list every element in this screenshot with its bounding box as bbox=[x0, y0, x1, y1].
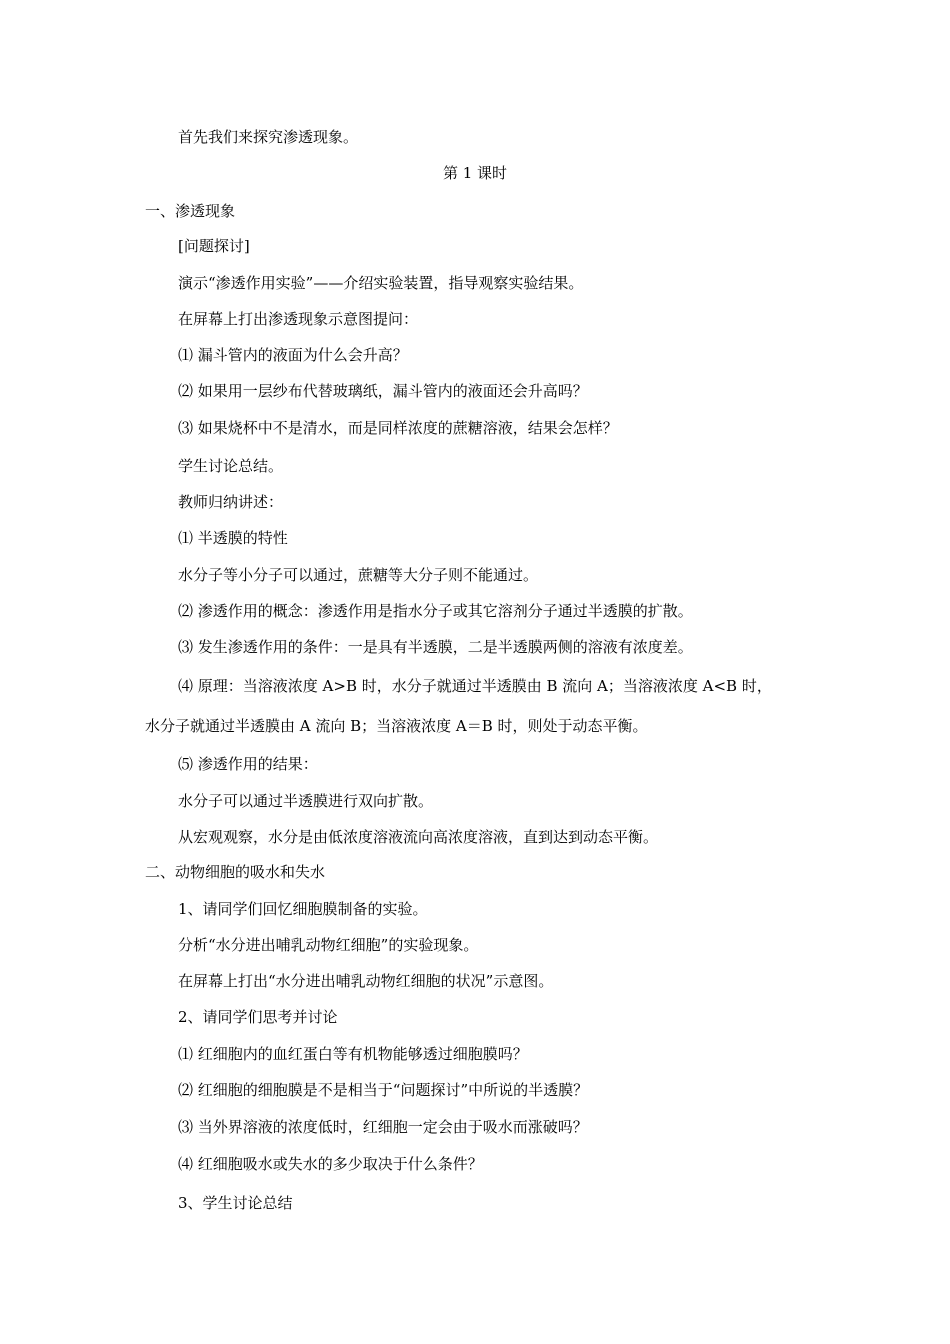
section1-heading: 一、渗透现象 bbox=[145, 202, 236, 220]
point-1-text: 水分子等小分子可以通过，蔗糖等大分子则不能通过。 bbox=[178, 566, 539, 584]
s2-question-4: ⑷ 红细胞吸水或失水的多少取决于什么条件？ bbox=[178, 1155, 483, 1173]
item-3: 3、学生讨论总结 bbox=[178, 1194, 293, 1212]
point-5-title: ⑸ 渗透作用的结果： bbox=[178, 755, 318, 773]
question-2: ⑵ 如果用一层纱布代替玻璃纸，漏斗管内的液面还会升高吗？ bbox=[178, 382, 588, 400]
point-4-line1: ⑷ 原理：当溶液浓度 A>B 时，水分子就通过半透膜由 B 流向 A；当溶液浓度 A<B 时， bbox=[178, 677, 772, 695]
s2-question-2: ⑵ 红细胞的细胞膜是不是相当于“问题探讨”中所说的半透膜？ bbox=[178, 1081, 589, 1099]
point-5-text1: 水分子可以通过半透膜进行双向扩散。 bbox=[178, 792, 434, 810]
item-1: 1、请同学们回忆细胞膜制备的实验。 bbox=[178, 900, 428, 918]
section2-heading: 二、动物细胞的吸水和失水 bbox=[145, 863, 326, 881]
point-1-title: ⑴ 半透膜的特性 bbox=[178, 529, 288, 547]
question-1: ⑴ 漏斗管内的液面为什么会升高？ bbox=[178, 346, 408, 364]
lesson-title: 第 1 课时 bbox=[442, 164, 508, 182]
point-5-text2: 从宏观观察，水分是由低浓度溶液流向高浓度溶液，直到达到动态平衡。 bbox=[178, 828, 659, 846]
intro-text: 首先我们来探究渗透现象。 bbox=[178, 128, 359, 146]
s2-question-1: ⑴ 红细胞内的血红蛋白等有机物能够透过细胞膜吗？ bbox=[178, 1045, 528, 1063]
s2-question-3: ⑶ 当外界溶液的浓度低时，红细胞一定会由于吸水而涨破吗？ bbox=[178, 1118, 588, 1136]
screen-text: 在屏幕上打出“水分进出哺乳动物红细胞的状况”示意图。 bbox=[178, 972, 554, 990]
point-3: ⑶ 发生渗透作用的条件：一是具有半透膜，二是半透膜两侧的溶液有浓度差。 bbox=[178, 638, 693, 656]
point-4-line2: 水分子就通过半透膜由 A 流向 B；当溶液浓度 A＝B 时，则处于动态平衡。 bbox=[145, 717, 648, 735]
analysis-text: 分析“水分进出哺乳动物红细胞”的实验现象。 bbox=[178, 936, 479, 954]
screen-prompt: 在屏幕上打出渗透现象示意图提问： bbox=[178, 310, 419, 328]
point-2: ⑵ 渗透作用的概念：渗透作用是指水分子或其它溶剂分子通过半透膜的扩散。 bbox=[178, 602, 693, 620]
item-2: 2、请同学们思考并讨论 bbox=[178, 1008, 338, 1026]
problem-label: [问题探讨] bbox=[178, 237, 250, 255]
question-3: ⑶ 如果烧杯中不是清水，而是同样浓度的蔗糖溶液，结果会怎样？ bbox=[178, 419, 618, 437]
teacher-text: 教师归纳讲述： bbox=[178, 493, 284, 511]
demo-text: 演示“渗透作用实验”——介绍实验装置，指导观察实验结果。 bbox=[178, 274, 584, 292]
discuss-text: 学生讨论总结。 bbox=[178, 457, 284, 475]
